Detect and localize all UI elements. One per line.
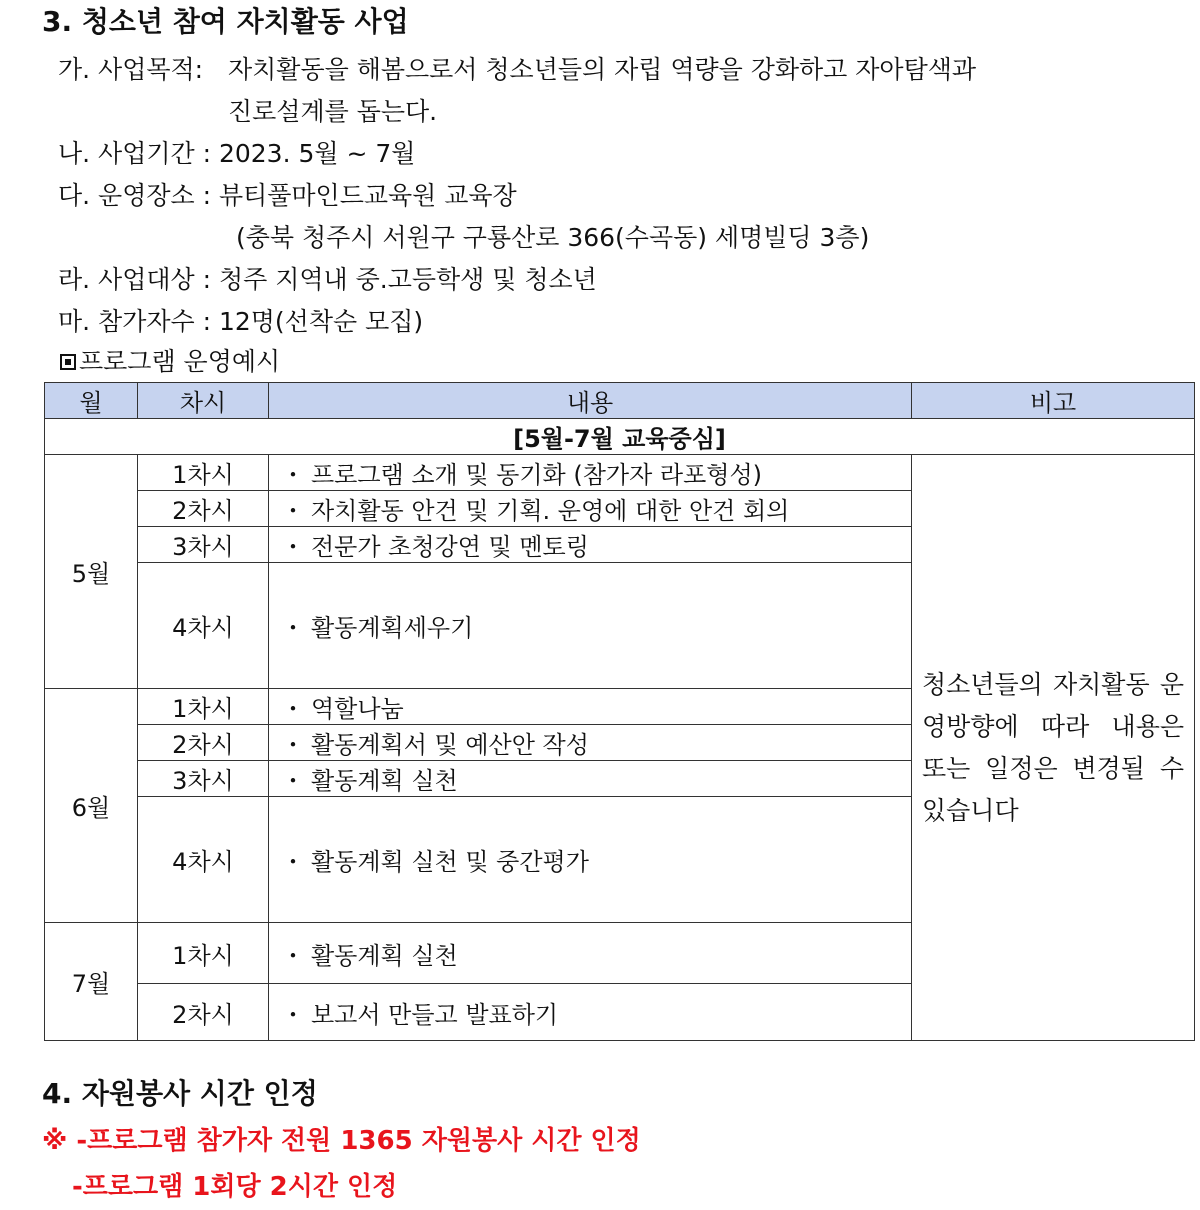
table-header-row (45, 383, 1195, 419)
purpose-text-line1: 자치활동을 해봄으로서 청소년들의 자립 역량을 강화하고 자아탐색과 (228, 55, 977, 84)
session-cell: 2차시 (138, 725, 269, 761)
purpose-label: 가. 사업목적: (58, 55, 204, 84)
band-row (45, 419, 1195, 455)
header-content: 내용 (269, 383, 912, 419)
session-cell: 1차시 (138, 923, 269, 984)
content-cell (269, 455, 912, 491)
section-4-title: 4. 자원봉사 시간 인정 (42, 1077, 318, 1110)
program-heading (60, 345, 280, 379)
header-session: 차시 (138, 383, 269, 419)
bullet-mark: ・ (281, 731, 305, 759)
content-text: 활동계획세우기 (311, 614, 474, 642)
content-cell (269, 984, 912, 1041)
period-line: 나. 사업기간 : 2023. 5월 ~ 7월 (58, 139, 416, 168)
section-3-title: 3. 청소년 참여 자치활동 사업 (42, 5, 409, 38)
content-text: 보고서 만들고 발표하기 (311, 1000, 559, 1029)
bullet-mark: ・ (281, 767, 305, 795)
bullet-mark: ・ (281, 461, 305, 489)
content-cell (269, 563, 912, 689)
bullet-mark: ・ (281, 848, 305, 876)
purpose-text-line2: 진로설계를 돕는다. (228, 97, 438, 126)
content-text: 활동계획 실천 (311, 941, 458, 970)
program-table (44, 382, 1195, 1041)
volunteer-note-line1: ※ -프로그램 참가자 전원 1365 자원봉사 시간 인정 (42, 1126, 641, 1156)
session-cell: 2차시 (138, 984, 269, 1041)
session-cell: 4차시 (138, 563, 269, 689)
content-cell (269, 761, 912, 797)
table-row (45, 455, 1195, 491)
content-text: 프로그램 소개 및 동기화 (참가자 라포형성) (311, 461, 762, 489)
band-label: [5월-7월 교육중심] (45, 419, 1195, 455)
target-line: 라. 사업대상 : 청주 지역내 중.고등학생 및 청소년 (58, 265, 597, 294)
month-cell: 7월 (45, 923, 138, 1041)
bullet-mark: ・ (281, 941, 305, 970)
content-cell (269, 689, 912, 725)
bullet-mark: ・ (281, 695, 305, 723)
square-bullet-icon (60, 354, 76, 370)
month-cell: 6월 (45, 689, 138, 923)
content-text: 활동계획서 및 예산안 작성 (311, 731, 589, 759)
header-month: 월 (45, 383, 138, 419)
volunteer-note-line2: -프로그램 1회당 2시간 인정 (72, 1172, 398, 1202)
address-line: (충북 청주시 서원구 구룡산로 366(수곡동) 세명빌딩 3층) (236, 223, 870, 252)
session-cell: 1차시 (138, 689, 269, 725)
content-cell (269, 725, 912, 761)
session-cell: 3차시 (138, 527, 269, 563)
content-cell (269, 491, 912, 527)
content-text: 자치활동 안건 및 기획. 운영에 대한 안건 회의 (311, 497, 790, 525)
session-cell: 2차시 (138, 491, 269, 527)
program-heading-text: 프로그램 운영예시 (79, 347, 281, 376)
bullet-mark: ・ (281, 533, 305, 561)
participants-line: 마. 참가자수 : 12명(선착순 모집) (58, 307, 424, 336)
session-cell: 1차시 (138, 455, 269, 491)
session-cell: 4차시 (138, 797, 269, 923)
header-note: 비고 (912, 383, 1195, 419)
bullet-mark: ・ (281, 497, 305, 525)
content-cell (269, 527, 912, 563)
bullet-mark: ・ (281, 614, 305, 642)
venue-line: 다. 운영장소 : 뷰티풀마인드교육원 교육장 (58, 181, 517, 210)
content-cell (269, 797, 912, 923)
note-cell: 청소년들의 자치활동 운영방향에 따라 내용은 또는 일정은 변경될 수 있습니다 (912, 455, 1195, 1041)
content-text: 활동계획 실천 (311, 767, 458, 795)
content-text: 역할나눔 (311, 695, 404, 723)
content-cell (269, 923, 912, 984)
session-cell: 3차시 (138, 761, 269, 797)
content-text: 전문가 초청강연 및 멘토링 (311, 533, 589, 561)
month-cell: 5월 (45, 455, 138, 689)
content-text: 활동계획 실천 및 중간평가 (311, 848, 589, 876)
bullet-mark: ・ (281, 1000, 305, 1029)
